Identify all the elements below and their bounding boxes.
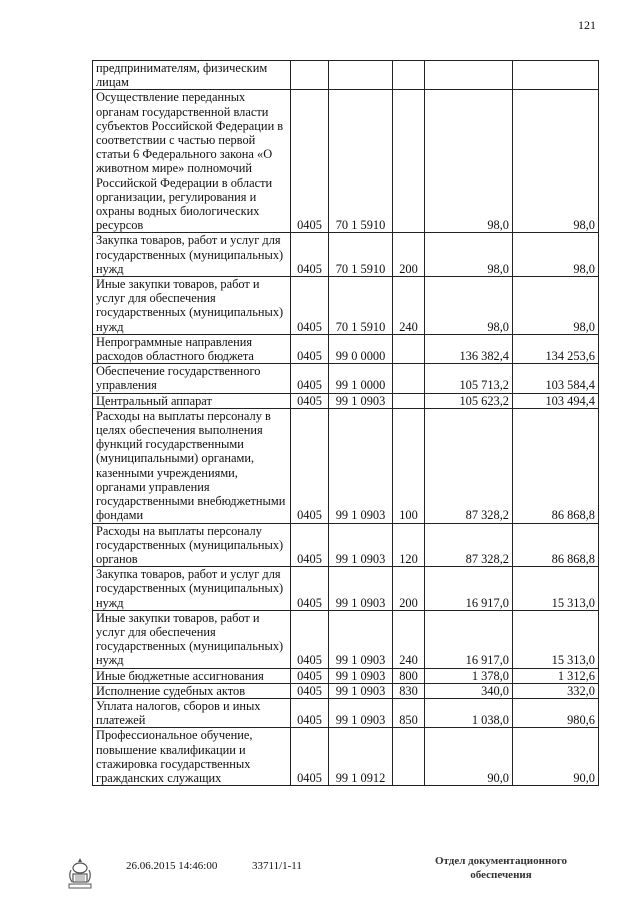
- row-section-code: 0405: [291, 277, 329, 335]
- row-target-code: 99 1 0903: [329, 668, 393, 683]
- row-amount-2: 103 494,4: [513, 393, 599, 408]
- row-name: Уплата налогов, сборов и иных платежей: [93, 698, 291, 727]
- row-amount-2: 15 313,0: [513, 567, 599, 611]
- row-target-code: 99 1 0912: [329, 728, 393, 786]
- row-section-code: 0405: [291, 408, 329, 523]
- row-target-code: 70 1 5910: [329, 277, 393, 335]
- row-amount-2: 103 584,4: [513, 364, 599, 393]
- row-amount-2: [513, 61, 599, 90]
- row-expense-type: [393, 61, 425, 90]
- row-target-code: 99 1 0903: [329, 393, 393, 408]
- row-target-code: 99 1 0903: [329, 683, 393, 698]
- row-section-code: [291, 61, 329, 90]
- row-expense-type: [393, 334, 425, 363]
- row-name: Иные закупки товаров, работ и услуг для обеспечения государственных (муниципальных) нужд: [93, 610, 291, 668]
- budget-table: [92, 60, 599, 786]
- row-expense-type: 200: [393, 567, 425, 611]
- row-target-code: 99 1 0903: [329, 408, 393, 523]
- row-amount-1: 340,0: [425, 683, 513, 698]
- table-row: [93, 610, 599, 668]
- row-section-code: 0405: [291, 334, 329, 363]
- table-row: [93, 233, 599, 277]
- table-row: [93, 61, 599, 90]
- row-name: Профессиональное обучение, повышение квалификации и стажировка государственных гражданских служащих: [93, 728, 291, 786]
- row-target-code: [329, 61, 393, 90]
- row-expense-type: [393, 393, 425, 408]
- row-target-code: 99 1 0000: [329, 364, 393, 393]
- row-section-code: 0405: [291, 610, 329, 668]
- row-amount-2: 86 868,8: [513, 408, 599, 523]
- row-amount-2: 980,6: [513, 698, 599, 727]
- row-amount-2: 90,0: [513, 728, 599, 786]
- row-amount-1: 1 378,0: [425, 668, 513, 683]
- table-row: [93, 277, 599, 335]
- row-expense-type: 850: [393, 698, 425, 727]
- row-section-code: 0405: [291, 668, 329, 683]
- row-expense-type: [393, 364, 425, 393]
- row-expense-type: 240: [393, 610, 425, 668]
- table-row: [93, 393, 599, 408]
- row-name: Иные закупки товаров, работ и услуг для обеспечения государственных (муниципальных) нужд: [93, 277, 291, 335]
- table-row: [93, 523, 599, 567]
- row-name: Закупка товаров, работ и услуг для государственных (муниципальных) нужд: [93, 233, 291, 277]
- row-amount-2: 332,0: [513, 683, 599, 698]
- row-amount-1: [425, 61, 513, 90]
- row-section-code: 0405: [291, 364, 329, 393]
- row-section-code: 0405: [291, 698, 329, 727]
- row-target-code: 99 1 0903: [329, 698, 393, 727]
- table-row: [93, 668, 599, 683]
- row-target-code: 70 1 5910: [329, 90, 393, 233]
- row-amount-2: 86 868,8: [513, 523, 599, 567]
- row-expense-type: [393, 728, 425, 786]
- table-row: [93, 728, 599, 786]
- row-amount-1: 87 328,2: [425, 408, 513, 523]
- row-amount-1: 1 038,0: [425, 698, 513, 727]
- row-amount-2: 1 312,6: [513, 668, 599, 683]
- row-name: Обеспечение государственного управления: [93, 364, 291, 393]
- row-name: Осуществление переданных органам государственной власти субъектов Российской Федерации в соответствии с частью первой статьи 6 Федерального закона «О животном мире» полномочий Российской Федерации в области организации, регулирования и охраны водных биологических ресурсов: [93, 90, 291, 233]
- row-name: Непрограммные направления расходов областного бюджета: [93, 334, 291, 363]
- row-expense-type: 200: [393, 233, 425, 277]
- table-row: [93, 698, 599, 727]
- row-amount-1: 105 713,2: [425, 364, 513, 393]
- row-amount-2: 98,0: [513, 90, 599, 233]
- table-row: [93, 90, 599, 233]
- row-amount-2: 15 313,0: [513, 610, 599, 668]
- row-target-code: 99 0 0000: [329, 334, 393, 363]
- row-amount-1: 16 917,0: [425, 567, 513, 611]
- table-row: [93, 408, 599, 523]
- table-row: [93, 683, 599, 698]
- row-expense-type: 240: [393, 277, 425, 335]
- row-section-code: 0405: [291, 90, 329, 233]
- table-row: [93, 364, 599, 393]
- row-amount-1: 16 917,0: [425, 610, 513, 668]
- row-expense-type: 120: [393, 523, 425, 567]
- row-amount-2: 98,0: [513, 277, 599, 335]
- row-name: Закупка товаров, работ и услуг для государственных (муниципальных) нужд: [93, 567, 291, 611]
- row-name: Расходы на выплаты персоналу в целях обеспечения выполнения функций государственными (муниципальными) органами, казенными учреждениями, органами управления государственными внебюджетными фондами: [93, 408, 291, 523]
- row-name: Центральный аппарат: [93, 393, 291, 408]
- emblem-icon: [66, 856, 94, 890]
- row-amount-2: 98,0: [513, 233, 599, 277]
- row-expense-type: [393, 90, 425, 233]
- row-amount-1: 87 328,2: [425, 523, 513, 567]
- row-expense-type: 800: [393, 668, 425, 683]
- row-target-code: 99 1 0903: [329, 523, 393, 567]
- row-amount-1: 98,0: [425, 90, 513, 233]
- row-section-code: 0405: [291, 393, 329, 408]
- row-expense-type: 100: [393, 408, 425, 523]
- row-target-code: 99 1 0903: [329, 610, 393, 668]
- row-amount-1: 98,0: [425, 277, 513, 335]
- row-target-code: 70 1 5910: [329, 233, 393, 277]
- row-name: предпринимателям, физическим лицам: [93, 61, 291, 90]
- row-section-code: 0405: [291, 683, 329, 698]
- row-section-code: 0405: [291, 523, 329, 567]
- row-amount-2: 134 253,6: [513, 334, 599, 363]
- footer-department: Отдел документационного обеспечения: [434, 855, 568, 881]
- row-target-code: 99 1 0903: [329, 567, 393, 611]
- row-name: Иные бюджетные ассигнования: [93, 668, 291, 683]
- row-section-code: 0405: [291, 233, 329, 277]
- row-section-code: 0405: [291, 728, 329, 786]
- row-section-code: 0405: [291, 567, 329, 611]
- row-expense-type: 830: [393, 683, 425, 698]
- row-name: Расходы на выплаты персоналу государственных (муниципальных) органов: [93, 523, 291, 567]
- table-row: [93, 334, 599, 363]
- row-amount-1: 90,0: [425, 728, 513, 786]
- row-amount-1: 105 623,2: [425, 393, 513, 408]
- footer-datetime: 26.06.2015 14:46:00: [126, 860, 218, 872]
- row-amount-1: 136 382,4: [425, 334, 513, 363]
- page-number: 121: [578, 18, 596, 32]
- footer-doc-code: 33711/1-11: [252, 860, 302, 872]
- table-row: [93, 567, 599, 611]
- row-amount-1: 98,0: [425, 233, 513, 277]
- row-name: Исполнение судебных актов: [93, 683, 291, 698]
- page-footer: [0, 850, 640, 900]
